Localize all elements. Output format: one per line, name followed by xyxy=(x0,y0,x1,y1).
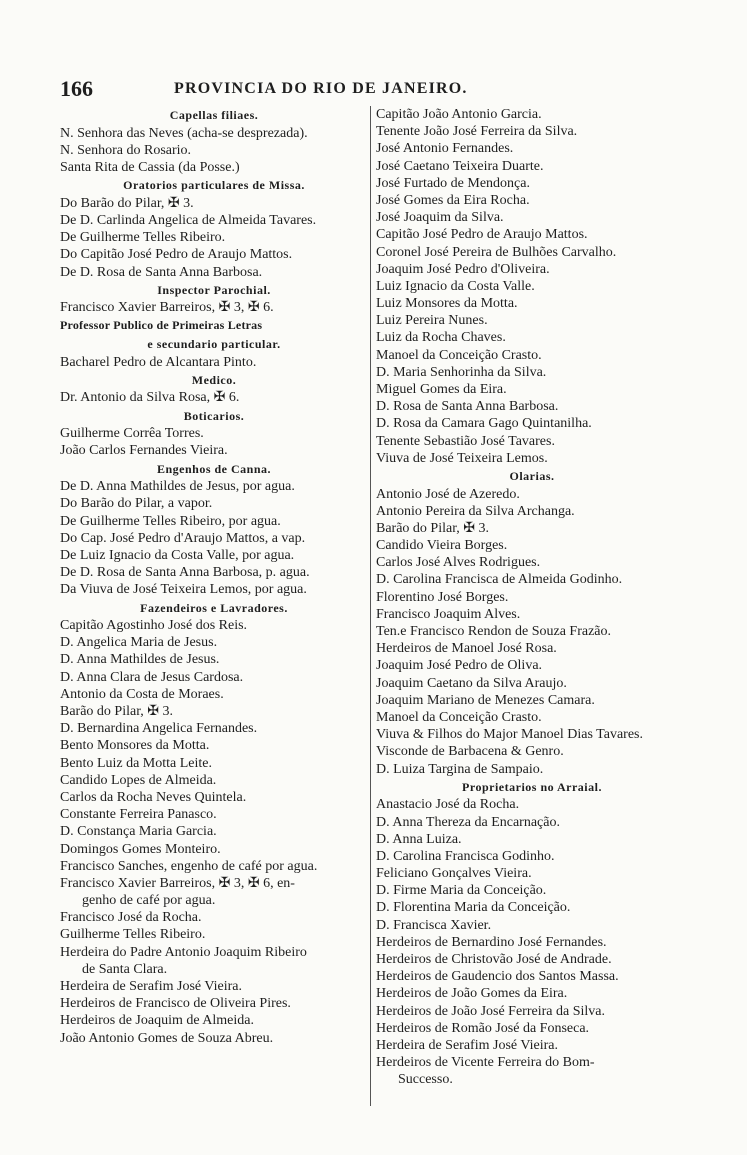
list-item: Capitão José Pedro de Araujo Mattos. xyxy=(376,227,588,243)
list-item: D. Rosa de Santa Anna Barbosa. xyxy=(376,399,559,415)
list-item: D. Maria Senhorinha da Silva. xyxy=(376,364,547,380)
list-item: José Antonio Fernandes. xyxy=(376,141,514,157)
list-item: Antonio José de Azeredo. xyxy=(376,486,520,502)
list-item: Capitão Agostinho José dos Reis. xyxy=(60,618,248,634)
list-item: De Guilherme Telles Ribeiro, por agua. xyxy=(60,513,281,529)
list-item: Herdeira do Padre Antonio Joaquim Ribeiro xyxy=(60,944,307,960)
list-item: Guilherme Telles Ribeiro. xyxy=(60,927,206,943)
list-item: Joaquim Caetano da Silva Araujo. xyxy=(376,675,567,691)
section-heading-professor: Professor Publico de Primeiras Letras xyxy=(60,318,263,333)
list-item: Successo. xyxy=(398,1072,453,1088)
list-item: Herdeiros de Manoel José Rosa. xyxy=(376,641,557,657)
list-item: De Guilherme Telles Ribeiro. xyxy=(60,230,226,246)
section-heading-fazendeiros: Fazendeiros e Lavradores. xyxy=(140,600,288,615)
list-item: Joaquim José Pedro d'Oliveira. xyxy=(376,261,550,277)
list-item: De D. Rosa de Santa Anna Barbosa. xyxy=(60,264,263,280)
list-item: Do Barão do Pilar, ✠ 3. xyxy=(60,195,194,211)
list-item: D. Rosa da Camara Gago Quintanilha. xyxy=(376,416,592,432)
list-item: D. Carolina Francisca de Almeida Godinho. xyxy=(376,572,623,588)
page-header xyxy=(60,76,685,106)
oratorios-list xyxy=(60,195,368,281)
list-item: Viuva & Filhos do Major Manoel Dias Tavares. xyxy=(376,727,643,743)
fazendeiros-list xyxy=(60,617,368,1047)
list-item: Manoel da Conceição Crasto. xyxy=(376,347,542,363)
list-item: Bento Luiz da Motta Leite. xyxy=(60,755,213,771)
list-item: Joaquim José Pedro de Oliva. xyxy=(376,658,543,674)
list-item: D. Angelica Maria de Jesus. xyxy=(60,635,218,651)
list-item: Luiz Pereira Nunes. xyxy=(376,313,488,329)
engenhos-list xyxy=(60,478,368,598)
proprietarios-list xyxy=(376,796,688,1088)
list-item: Herdeira de Serafim José Vieira. xyxy=(60,979,242,995)
list-item: Florentino José Borges. xyxy=(376,589,509,605)
list-item: João Antonio Gomes de Souza Abreu. xyxy=(60,1030,274,1046)
list-item: Herdeiros de João Gomes da Eira. xyxy=(376,986,568,1002)
list-item: Luiz Ignacio da Costa Valle. xyxy=(376,278,535,294)
list-item: Carlos da Rocha Neves Quintela. xyxy=(60,789,247,805)
list-item: Candido Lopes de Almeida. xyxy=(60,772,217,788)
list-item: João Carlos Fernandes Vieira. xyxy=(60,443,228,459)
list-item: Joaquim Mariano de Menezes Camara. xyxy=(376,692,595,708)
list-item: Bacharel Pedro de Alcantara Pinto. xyxy=(60,354,257,370)
list-item: Feliciano Gonçalves Vieira. xyxy=(376,866,532,882)
list-item: Herdeiros de João José Ferreira da Silva. xyxy=(376,1003,605,1019)
list-item: Tenente João José Ferreira da Silva. xyxy=(376,124,578,140)
list-item: De D. Carlinda Angelica de Almeida Tavares. xyxy=(60,212,317,228)
right-column xyxy=(376,106,688,1089)
list-item: Da Viuva de José Teixeira Lemos, por agua. xyxy=(60,582,307,598)
list-item: Carlos José Alves Rodrigues. xyxy=(376,555,541,571)
list-item: D. Constança Maria Garcia. xyxy=(60,824,217,840)
list-item: D. Anna Mathildes de Jesus. xyxy=(60,652,220,668)
list-item: José Caetano Teixeira Duarte. xyxy=(376,158,544,174)
section-heading-oratorios: Oratorios particulares de Missa. xyxy=(123,178,305,193)
list-item: José Furtado de Mendonça. xyxy=(376,175,530,191)
list-item: genho de café por agua. xyxy=(82,893,216,909)
list-item: Francisco Xavier Barreiros, ✠ 3, ✠ 6, en- xyxy=(60,875,295,891)
professor-list xyxy=(60,354,368,371)
list-item: José Gomes da Eira Rocha. xyxy=(376,192,530,208)
list-item: D. Firme Maria da Conceição. xyxy=(376,883,547,899)
list-item: Francisco Joaquim Alves. xyxy=(376,606,521,622)
list-item: D. Francisca Xavier. xyxy=(376,917,492,933)
list-item: Constante Ferreira Panasco. xyxy=(60,807,217,823)
list-item: Antonio Pereira da Silva Archanga. xyxy=(376,503,575,519)
list-item: Domingos Gomes Monteiro. xyxy=(60,841,221,857)
list-item: Barão do Pilar, ✠ 3. xyxy=(376,520,490,536)
section-heading-inspector: Inspector Parochial. xyxy=(157,282,271,297)
list-item: D. Anna Thereza da Encarnação. xyxy=(376,814,560,830)
list-item: Viuva de José Teixeira Lemos. xyxy=(376,450,548,466)
page-number: 166 xyxy=(60,76,93,101)
list-item: José Joaquim da Silva. xyxy=(376,210,504,226)
section-heading-boticarios: Boticarios. xyxy=(183,408,245,423)
list-item: N. Senhora das Neves (acha-se desprezada). xyxy=(60,125,308,141)
list-item: Herdeira de Serafim José Vieira. xyxy=(376,1037,558,1053)
list-item: De D. Rosa de Santa Anna Barbosa, p. agua. xyxy=(60,565,310,581)
section-heading-engenhos: Engenhos de Canna. xyxy=(156,461,272,476)
list-item: Francisco José da Rocha. xyxy=(60,910,202,926)
list-item: Visconde de Barbacena & Genro. xyxy=(376,744,564,760)
list-item: D. Carolina Francisca Godinho. xyxy=(376,848,555,864)
olarias-list xyxy=(376,486,688,778)
medico-list xyxy=(60,389,368,406)
list-item: Tenente Sebastião José Tavares. xyxy=(376,433,555,449)
list-item: Francisco Sanches, engenho de café por agua. xyxy=(60,858,318,874)
list-item: D. Anna Clara de Jesus Cardosa. xyxy=(60,669,244,685)
list-item: Do Cap. José Pedro d'Araujo Mattos, a vap. xyxy=(60,530,306,546)
list-item: Coronel José Pereira de Bulhões Carvalho. xyxy=(376,244,617,260)
section-heading-professor-2: e secundario particular. xyxy=(147,337,281,352)
list-item: Herdeiros de Francisco de Oliveira Pires. xyxy=(60,996,291,1012)
inspector-list xyxy=(60,299,368,316)
list-item: Manoel da Conceição Crasto. xyxy=(376,709,542,725)
running-title: PROVINCIA DO RIO DE JANEIRO. xyxy=(174,80,468,97)
section-heading-olarias: Olarias. xyxy=(509,468,555,483)
column-divider xyxy=(370,106,371,1106)
list-item: Herdeiros de Joaquim de Almeida. xyxy=(60,1013,255,1029)
list-item: Ten.e Francisco Rendon de Souza Frazão. xyxy=(376,624,611,640)
capellas-list xyxy=(60,125,368,177)
list-item: Herdeiros de Romão José da Fonseca. xyxy=(376,1020,590,1036)
section-heading-proprietarios: Proprietarios no Arraial. xyxy=(462,779,602,794)
list-item: Herdeiros de Christovão José de Andrade. xyxy=(376,952,612,967)
list-item: Guilherme Corrêa Torres. xyxy=(60,426,204,442)
list-item: Francisco Xavier Barreiros, ✠ 3, ✠ 6. xyxy=(60,300,274,316)
section-heading-capellas: Capellas filiaes. xyxy=(169,108,259,122)
list-item: Dr. Antonio da Silva Rosa, ✠ 6. xyxy=(60,390,240,406)
left-column xyxy=(60,106,368,1047)
list-item: De D. Anna Mathildes de Jesus, por agua. xyxy=(60,479,295,495)
list-item: Do Capitão José Pedro de Araujo Mattos. xyxy=(60,247,293,263)
list-item: Do Barão do Pilar, a vapor. xyxy=(60,496,213,512)
list-item: D. Florentina Maria da Conceição. xyxy=(376,900,571,916)
list-item: de Santa Clara. xyxy=(82,961,168,977)
list-item: Herdeiros de Gaudencio dos Santos Massa. xyxy=(376,969,619,985)
list-item: D. Luiza Targina de Sampaio. xyxy=(376,761,544,777)
list-item: Santa Rita de Cassia (da Posse.) xyxy=(60,159,240,175)
list-item: Miguel Gomes da Eira. xyxy=(376,382,507,397)
list-item: D. Bernardina Angelica Fernandes. xyxy=(60,721,258,737)
list-item: Herdeiros de Bernardino José Fernandes. xyxy=(376,934,607,950)
section-heading-medico: Medico. xyxy=(191,372,237,387)
list-item: Luiz Monsores da Motta. xyxy=(376,296,518,312)
list-item: De Luiz Ignacio da Costa Valle, por agua. xyxy=(60,547,295,563)
list-item: Herdeiros de Vicente Ferreira do Bom- xyxy=(376,1055,595,1071)
list-item: Barão do Pilar, ✠ 3. xyxy=(60,704,174,720)
list-item: Luiz da Rocha Chaves. xyxy=(376,330,506,346)
list-item: Anastacio José da Rocha. xyxy=(376,797,520,813)
list-item: Antonio da Costa de Moraes. xyxy=(60,686,224,702)
fazendeiros-cont-list xyxy=(376,106,688,467)
list-item: N. Senhora do Rosario. xyxy=(60,142,192,158)
list-item: Capitão João Antonio Garcia. xyxy=(376,107,542,122)
list-item: Candido Vieira Borges. xyxy=(376,538,508,554)
list-item: Bento Monsores da Motta. xyxy=(60,738,210,754)
boticarios-list xyxy=(60,425,368,459)
list-item: D. Anna Luiza. xyxy=(376,831,462,847)
